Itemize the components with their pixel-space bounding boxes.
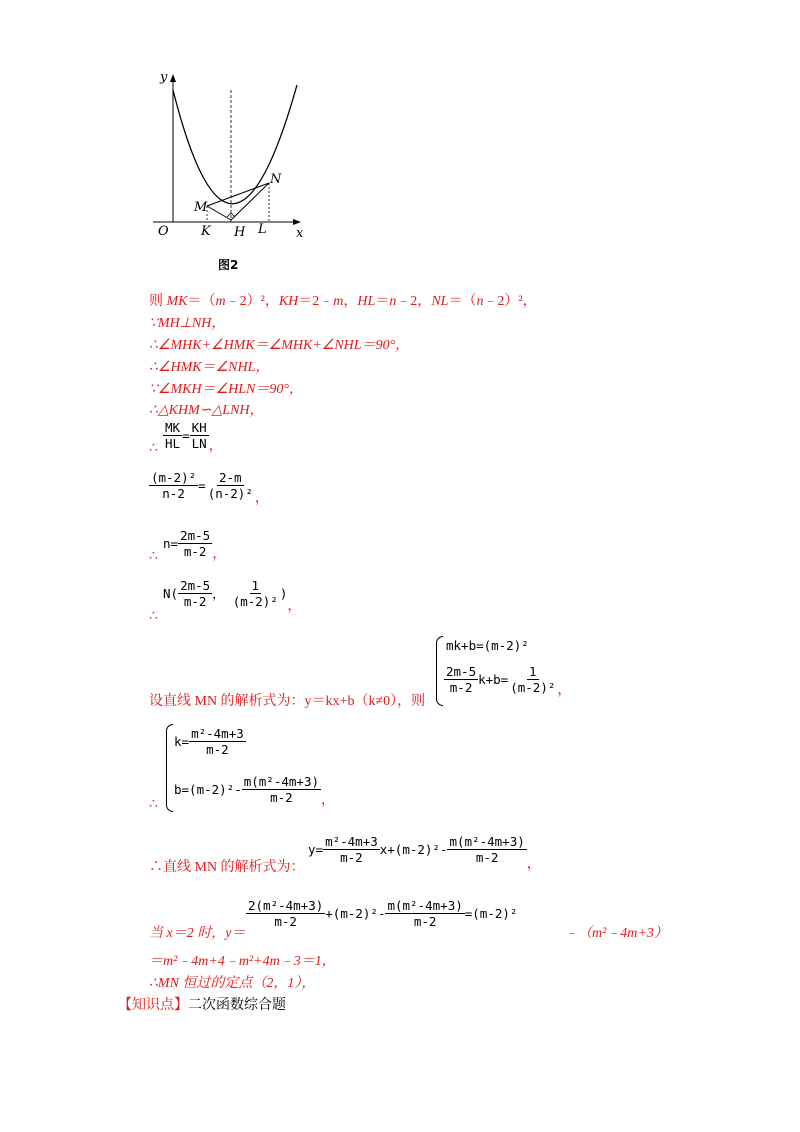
- line-16: ∴MN 恒过的定点（2，1），: [149, 976, 316, 991]
- system-1-row-2: $\frac{2m-5}{m-2}$ k+b= $\frac{1}{\text{(m-2)²}}$ ，: [446, 664, 572, 698]
- line-7: ∴ $\frac{MK}{HL}$ = $\frac{KH}{LN}$ ，: [149, 420, 223, 456]
- x-axis-label: x: [296, 226, 304, 241]
- line-6: ∴△KHM∽△LNH，: [149, 403, 264, 418]
- line-9: ∴ n= $\frac{2m-5}{m-2}$ ，: [149, 528, 227, 564]
- line-13-equation: y= $\frac{\text{m²-4m+3}}{m-2}$ x+(m-2)²- $\frac{\text{m(m²-4m+3)}}{m-2}$ ，: [308, 834, 541, 872]
- system-1-row-1: mk+b=(m-2)²: [446, 638, 529, 653]
- point-l-label: L: [258, 222, 267, 237]
- system-2-row-2: b=(m-2)²- $\frac{\text{m(m²-4m+3)}}{m-2}$ ，: [174, 774, 335, 808]
- knowledge-point: 【知识点】二次函数综合题: [118, 998, 286, 1013]
- system-2-brace: [166, 724, 173, 812]
- parabola-figure: [145, 70, 310, 245]
- line-5: ∵∠MKH＝∠HLN＝90°，: [149, 382, 303, 397]
- figure-caption: 图2: [218, 258, 239, 272]
- point-h-label: H: [234, 225, 246, 240]
- y-axis-label: y: [160, 70, 168, 85]
- line-13-text: ∴直线 MN 的解析式为：: [149, 860, 305, 875]
- line-2: ∵MH⊥NH，: [149, 316, 226, 331]
- point-m-label: M: [194, 200, 208, 215]
- line-8: $\frac{\text{(m-2)²}}{n-2}$ = $\frac{2-m}{\text{(n-2)²}}$ ，: [151, 470, 269, 506]
- line-14-tail: ﹣（m²﹣4m+3）: [564, 926, 668, 941]
- line-3: ∴∠MHK+∠HMK＝∠MHK+∠NHL＝90°，: [149, 338, 410, 353]
- line-10: ∴ N( $\frac{2m-5}{m-2}$ ， $\frac{1}{\text{(m-2)²}}$ )，: [149, 578, 302, 624]
- line-14-equation: $\frac{\text{2(m²-4m+3)}}{m-2}$ +(m-2)²- $\frac{\text{m(m²-4m+3)}}{m-2}$ =(m-2)²: [248, 898, 518, 929]
- system-2-row-1: k= $\frac{\text{m²-4m+3}}{m-2}$: [174, 726, 244, 757]
- system-1-brace: [436, 636, 443, 706]
- line-12-therefore: ∴: [149, 797, 158, 812]
- line-11-text: 设直线 MN 的解析式为：y＝kx+b（k≠0），则: [149, 694, 426, 709]
- point-k-label: K: [201, 224, 211, 239]
- line-14-text: 当 x＝2 时，y＝: [149, 926, 246, 941]
- line-1: 则 MK＝（m﹣2）²，KH＝2﹣m，HL＝n﹣2，NL＝（n﹣2）²，: [149, 294, 537, 309]
- line-4: ∴∠HMK＝∠NHL，: [149, 360, 270, 375]
- origin-label: O: [158, 224, 169, 239]
- line-15: ＝m²﹣4m+4﹣m²+4m﹣3＝1，: [149, 954, 336, 969]
- point-n-label: N: [270, 172, 282, 187]
